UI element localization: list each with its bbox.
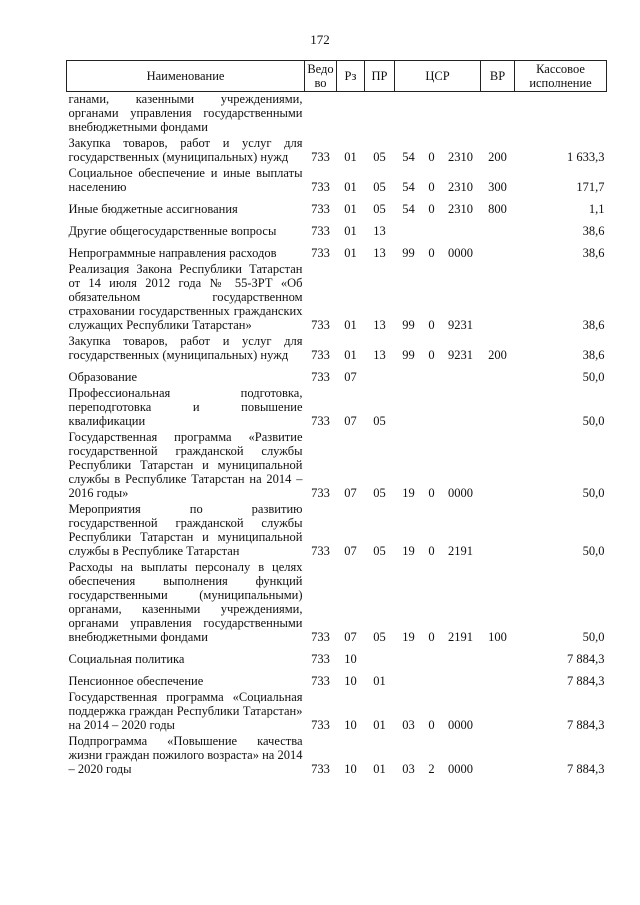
row-amount: 50,0 xyxy=(582,370,605,384)
row-rz: 07 xyxy=(344,544,357,558)
row-csr-program: 99 xyxy=(402,318,415,332)
row-name: Иные бюджетные ассигнования xyxy=(68,202,238,216)
row-vr xyxy=(481,240,515,262)
row-pr xyxy=(365,364,395,386)
row-pr: 05 xyxy=(373,180,386,194)
row-name: Образование xyxy=(68,370,138,384)
row-name: Социальная политика xyxy=(68,652,185,666)
row-vr xyxy=(481,668,515,690)
header-vr: ВР xyxy=(481,61,515,92)
row-vr: 200 xyxy=(488,348,507,362)
row-vr xyxy=(481,690,515,734)
table-row xyxy=(67,646,607,668)
row-csr-direction: 9231 xyxy=(448,348,474,362)
row-ved xyxy=(305,92,337,137)
row-csr-subprogram: 0 xyxy=(428,150,435,164)
row-vr xyxy=(481,218,515,240)
row-ved: 733 xyxy=(311,370,330,384)
row-ved: 733 xyxy=(311,630,330,644)
row-csr-direction: 9231 xyxy=(448,318,474,332)
row-amount: 7 884,3 xyxy=(567,674,605,688)
row-name: Подпрограмма «Повышение качества жизни граждан пожилого возраста» на 2014 – 2020 годы xyxy=(68,734,303,776)
row-amount xyxy=(515,92,607,137)
row-ved: 733 xyxy=(311,718,330,732)
table-row xyxy=(67,136,607,166)
row-name: Государственная программа «Развитие государственной гражданской службы Республики Татарстан и муниципальной службы в Республике Татарстан на 2014 – 2016 годы» xyxy=(68,430,303,500)
row-name: Непрограммные направления расходов xyxy=(68,246,277,260)
row-csr-subprogram: 0 xyxy=(428,718,435,732)
row-csr-subprogram: 0 xyxy=(428,246,435,260)
row-pr: 05 xyxy=(373,414,386,428)
row-csr-direction: 2310 xyxy=(448,150,474,164)
row-vr: 300 xyxy=(488,180,507,194)
row-pr xyxy=(365,92,395,137)
row-vr xyxy=(481,386,515,430)
row-csr-subprogram xyxy=(423,646,441,668)
header-rz: Рз xyxy=(337,61,365,92)
row-csr-subprogram: 0 xyxy=(428,180,435,194)
row-pr xyxy=(365,646,395,668)
row-rz: 01 xyxy=(344,202,357,216)
row-csr-direction xyxy=(441,646,481,668)
row-csr-program: 03 xyxy=(402,762,415,776)
row-name: Пенсионное обеспечение xyxy=(68,674,204,688)
header-ved: Ведо во xyxy=(305,61,337,92)
row-csr-program: 19 xyxy=(402,630,415,644)
row-csr-program: 03 xyxy=(402,718,415,732)
row-pr: 13 xyxy=(373,318,386,332)
row-csr-direction xyxy=(441,218,481,240)
table-body xyxy=(67,92,607,779)
row-amount: 50,0 xyxy=(582,630,605,644)
row-rz: 01 xyxy=(344,348,357,362)
table-row xyxy=(67,734,607,778)
row-amount: 1 633,3 xyxy=(567,150,605,164)
row-ved: 733 xyxy=(311,318,330,332)
row-amount: 7 884,3 xyxy=(567,718,605,732)
row-csr-direction: 2191 xyxy=(448,630,474,644)
row-pr: 05 xyxy=(373,544,386,558)
row-vr xyxy=(481,92,515,137)
row-pr: 01 xyxy=(373,718,386,732)
row-rz xyxy=(337,92,365,137)
table-row xyxy=(67,196,607,218)
row-csr-direction: 0000 xyxy=(448,718,474,732)
row-csr-subprogram: 0 xyxy=(428,348,435,362)
row-amount: 50,0 xyxy=(582,544,605,558)
row-vr xyxy=(481,364,515,386)
row-amount: 38,6 xyxy=(582,224,605,238)
row-rz: 10 xyxy=(344,762,357,776)
row-csr-direction xyxy=(441,386,481,430)
row-pr: 05 xyxy=(373,486,386,500)
row-name: Другие общегосударственные вопросы xyxy=(68,224,277,238)
row-csr-direction: 0000 xyxy=(448,246,474,260)
row-rz: 01 xyxy=(344,224,357,238)
row-rz: 01 xyxy=(344,318,357,332)
table-row xyxy=(67,166,607,196)
row-amount: 50,0 xyxy=(582,486,605,500)
table-row xyxy=(67,92,607,137)
row-pr: 13 xyxy=(373,224,386,238)
row-amount: 38,6 xyxy=(582,246,605,260)
row-csr-subprogram: 2 xyxy=(428,762,435,776)
row-csr-program xyxy=(395,218,423,240)
row-vr xyxy=(481,262,515,334)
row-ved: 733 xyxy=(311,674,330,688)
table-row xyxy=(67,240,607,262)
row-csr-program: 54 xyxy=(402,150,415,164)
row-csr-subprogram xyxy=(423,92,441,137)
row-csr-program xyxy=(395,646,423,668)
row-csr-direction: 0000 xyxy=(448,762,474,776)
header-name: Наименование xyxy=(67,61,305,92)
row-csr-program xyxy=(395,364,423,386)
row-csr-direction: 2310 xyxy=(448,180,474,194)
row-csr-program: 99 xyxy=(402,246,415,260)
row-ved: 733 xyxy=(311,414,330,428)
table-row xyxy=(67,502,607,560)
row-rz: 10 xyxy=(344,674,357,688)
page-number: 172 xyxy=(310,32,330,47)
table-row xyxy=(67,668,607,690)
row-ved: 733 xyxy=(311,652,330,666)
row-ved: 733 xyxy=(311,150,330,164)
row-rz: 07 xyxy=(344,630,357,644)
row-csr-subprogram xyxy=(423,668,441,690)
row-vr xyxy=(481,430,515,502)
row-pr: 05 xyxy=(373,630,386,644)
row-amount: 1,1 xyxy=(588,202,605,216)
row-ved: 733 xyxy=(311,246,330,260)
row-amount: 38,6 xyxy=(582,318,605,332)
row-csr-program: 19 xyxy=(402,486,415,500)
row-rz: 07 xyxy=(344,414,357,428)
row-csr-subprogram xyxy=(423,364,441,386)
table-row xyxy=(67,386,607,430)
row-ved: 733 xyxy=(311,762,330,776)
table-header xyxy=(67,61,607,92)
row-csr-direction: 2191 xyxy=(448,544,474,558)
row-ved: 733 xyxy=(311,544,330,558)
row-csr-program: 54 xyxy=(402,180,415,194)
row-csr-program xyxy=(395,668,423,690)
row-csr-direction xyxy=(441,92,481,137)
row-csr-subprogram: 0 xyxy=(428,486,435,500)
row-rz: 07 xyxy=(344,370,357,384)
row-rz: 10 xyxy=(344,718,357,732)
row-amount: 7 884,3 xyxy=(567,762,605,776)
row-csr-direction xyxy=(441,364,481,386)
row-vr: 800 xyxy=(488,202,507,216)
row-name: Закупка товаров, работ и услуг для государственных (муниципальных) нужд xyxy=(68,334,303,362)
header-amount: Кассовое исполнение xyxy=(515,61,607,92)
row-vr xyxy=(481,734,515,778)
row-pr: 13 xyxy=(373,348,386,362)
row-csr-program: 99 xyxy=(402,348,415,362)
row-csr-subprogram: 0 xyxy=(428,544,435,558)
header-pr: ПР xyxy=(365,61,395,92)
header-csr: ЦСР xyxy=(395,61,481,92)
row-rz: 01 xyxy=(344,180,357,194)
table-row xyxy=(67,262,607,334)
row-name: Социальное обеспечение и иные выплаты населению xyxy=(68,166,303,194)
table-row xyxy=(67,334,607,364)
row-rz: 10 xyxy=(344,652,357,666)
row-amount: 50,0 xyxy=(582,414,605,428)
row-csr-program xyxy=(395,386,423,430)
row-ved: 733 xyxy=(311,486,330,500)
row-csr-direction: 0000 xyxy=(448,486,474,500)
row-pr: 05 xyxy=(373,202,386,216)
row-csr-subprogram xyxy=(423,386,441,430)
row-vr: 200 xyxy=(488,150,507,164)
row-name: Государственная программа «Социальная поддержка граждан Республики Татарстан» на 2014 – 2020 годы xyxy=(68,690,303,732)
row-vr: 100 xyxy=(488,630,507,644)
row-name: Закупка товаров, работ и услуг для государственных (муниципальных) нужд xyxy=(68,136,303,164)
table-row xyxy=(67,690,607,734)
row-vr xyxy=(481,502,515,560)
table-row xyxy=(67,560,607,646)
row-csr-subprogram: 0 xyxy=(428,202,435,216)
row-csr-subprogram: 0 xyxy=(428,630,435,644)
row-csr-subprogram: 0 xyxy=(428,318,435,332)
row-csr-program: 19 xyxy=(402,544,415,558)
row-pr: 01 xyxy=(373,674,386,688)
table-row xyxy=(67,218,607,240)
budget-table xyxy=(66,60,607,778)
row-rz: 07 xyxy=(344,486,357,500)
row-ved: 733 xyxy=(311,180,330,194)
row-pr: 05 xyxy=(373,150,386,164)
row-ved: 733 xyxy=(311,224,330,238)
row-name: Мероприятия по развитию государственной гражданской службы Республики Татарстан и муниципальной службы в Республике Татарстан xyxy=(68,502,303,558)
table-row xyxy=(67,364,607,386)
row-csr-direction: 2310 xyxy=(448,202,474,216)
row-name: Реализация Закона Республики Татарстан от 14 июля 2012 года № 55-ЗРТ «Об обязательном государственном страховании государственных гражданских служащих Республики Татарстан» xyxy=(68,262,303,332)
row-csr-direction xyxy=(441,668,481,690)
row-csr-subprogram xyxy=(423,218,441,240)
row-amount: 7 884,3 xyxy=(567,652,605,666)
row-name: Расходы на выплаты персоналу в целях обеспечения выполнения функций государственными (муниципальными) органами, казенными учреждениями, органами управления государственными внебюджетными фондами xyxy=(68,560,303,644)
row-pr: 01 xyxy=(373,762,386,776)
row-name: ганами, казенными учреждениями, органами управления государственными внебюджетными фондами xyxy=(68,92,303,134)
table-row xyxy=(67,430,607,502)
row-ved: 733 xyxy=(311,348,330,362)
row-csr-program: 54 xyxy=(402,202,415,216)
row-name: Профессиональная подготовка, переподготовка и повышение квалификации xyxy=(68,386,303,428)
row-pr: 13 xyxy=(373,246,386,260)
row-rz: 01 xyxy=(344,246,357,260)
row-rz: 01 xyxy=(344,150,357,164)
row-amount: 171,7 xyxy=(576,180,605,194)
row-amount: 38,6 xyxy=(582,348,605,362)
row-csr-program xyxy=(395,92,423,137)
row-vr xyxy=(481,646,515,668)
row-ved: 733 xyxy=(311,202,330,216)
